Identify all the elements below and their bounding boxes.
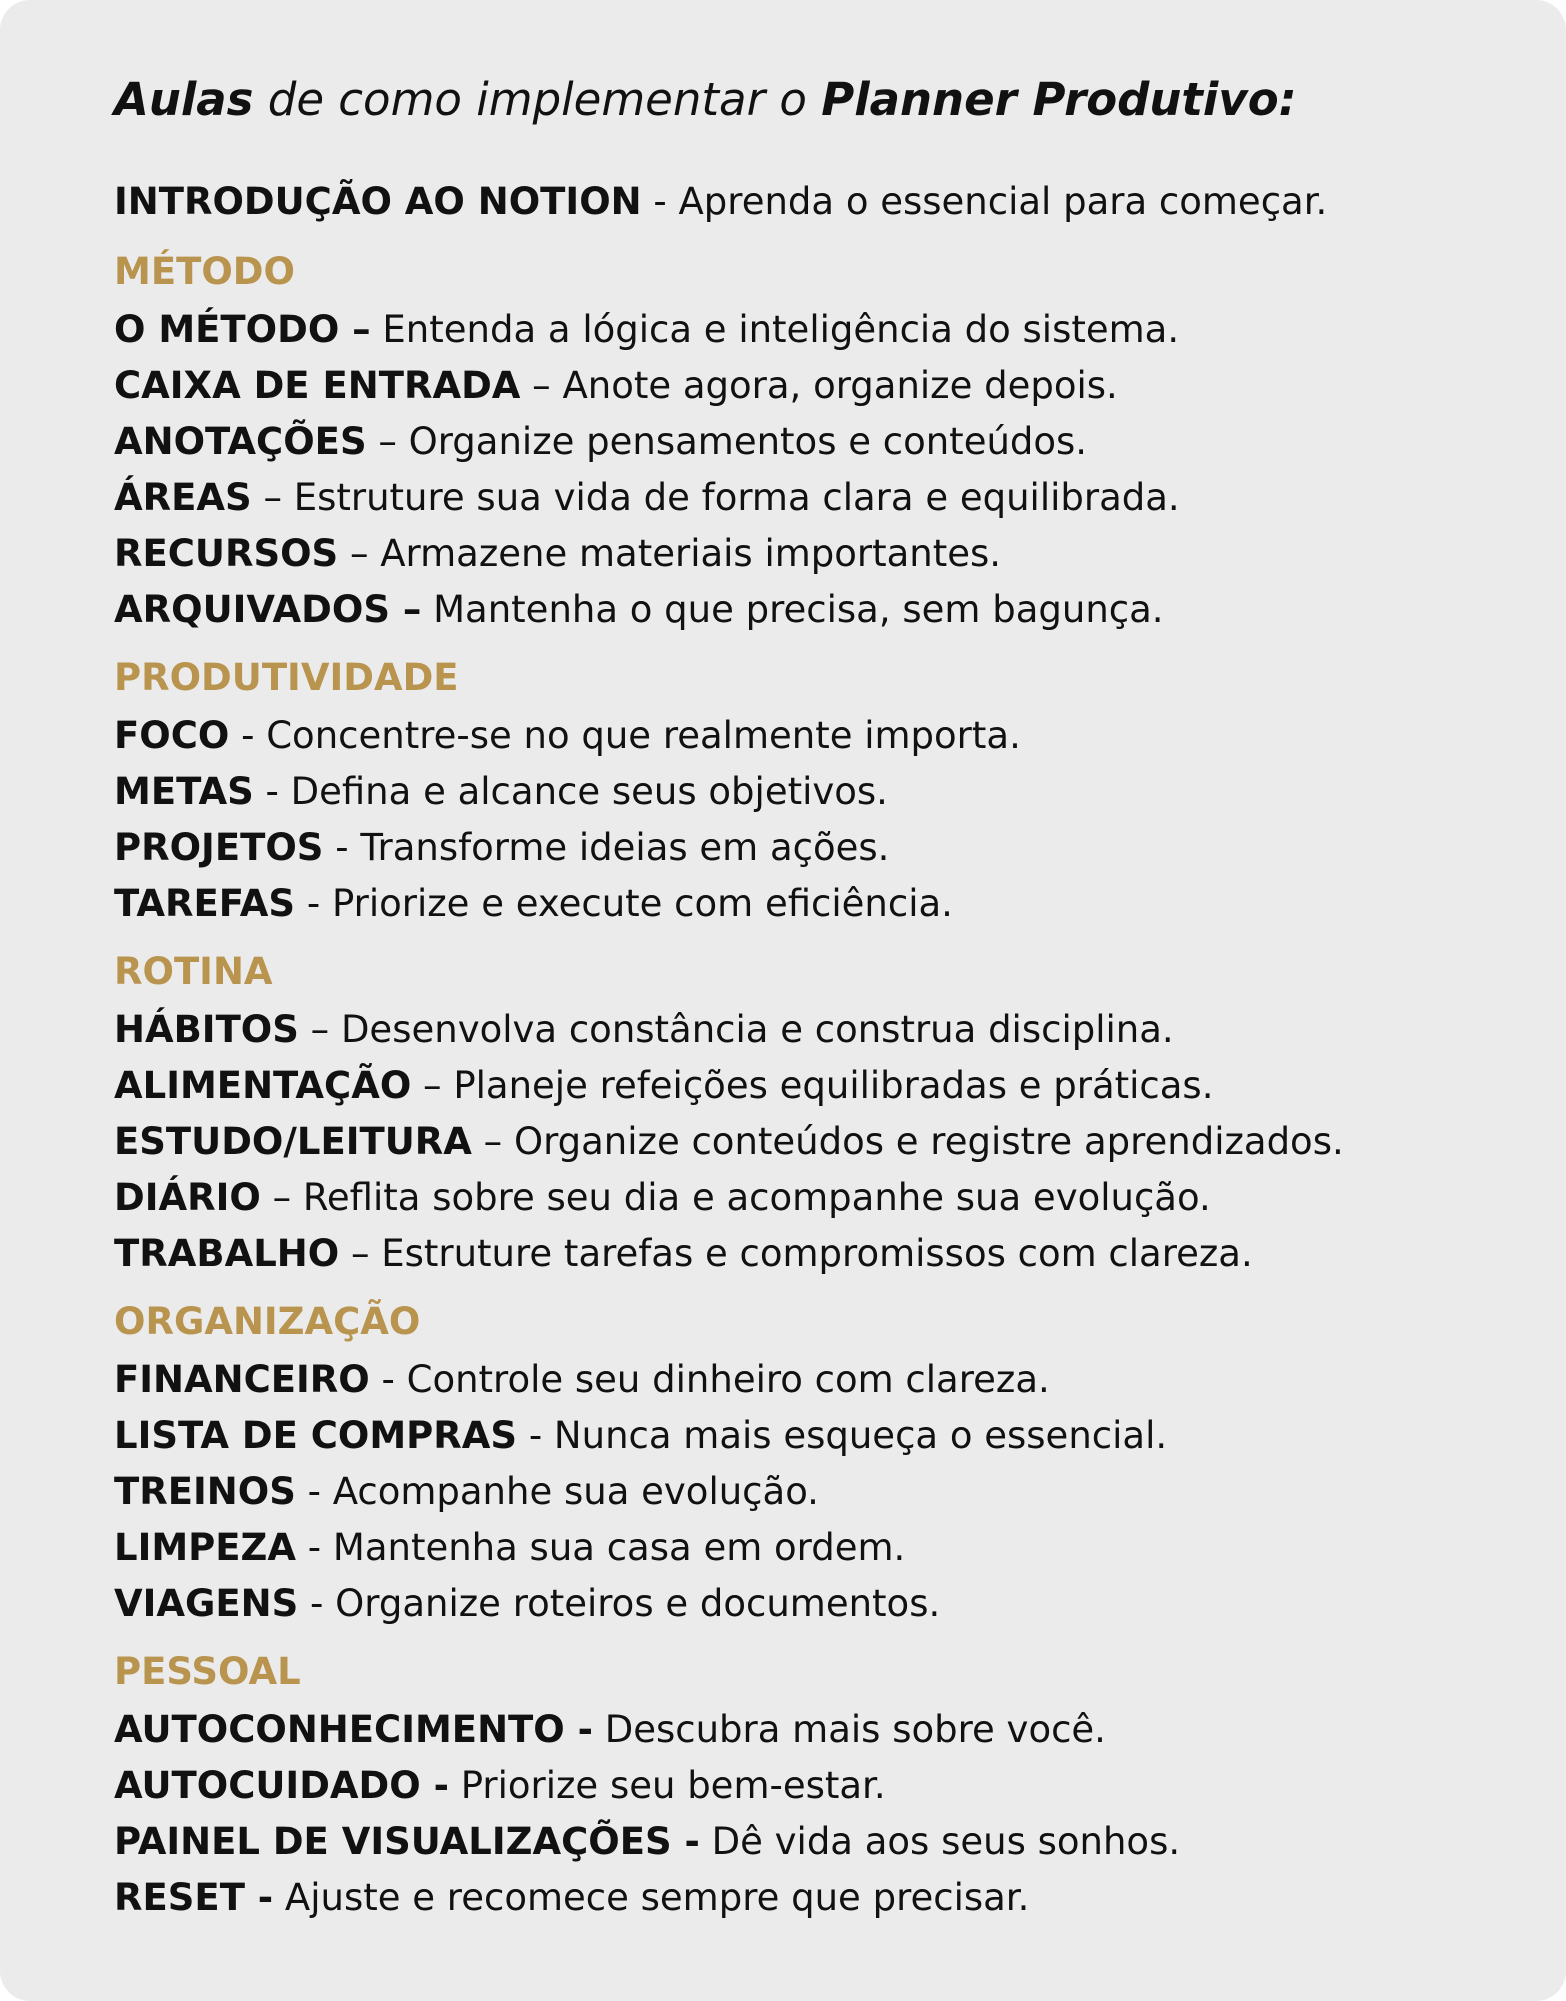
item-name: PROJETOS bbox=[114, 826, 324, 869]
item-description: - Defina e alcance seus objetivos. bbox=[253, 770, 888, 813]
item-description: - Mantenha sua casa em ordem. bbox=[296, 1526, 906, 1569]
item-name: ESTUDO/LEITURA bbox=[114, 1120, 472, 1163]
item-name: TRABALHO bbox=[114, 1232, 340, 1275]
title-part-planner: Planner Produtivo: bbox=[821, 73, 1297, 126]
item-name: ALIMENTAÇÃO bbox=[114, 1064, 412, 1107]
list-item bbox=[114, 526, 1466, 582]
item-name: RECURSOS bbox=[114, 532, 339, 575]
item-description: – Armazene materiais importantes. bbox=[338, 532, 1002, 575]
intro-desc: - Aprenda o essencial para começar. bbox=[641, 180, 1328, 223]
list-item bbox=[114, 1408, 1466, 1464]
list-item bbox=[114, 1464, 1466, 1520]
intro-name: INTRODUÇÃO AO NOTION bbox=[114, 180, 642, 223]
list-item bbox=[114, 1226, 1466, 1282]
section-title: MÉTODO bbox=[114, 250, 295, 293]
list-item bbox=[114, 582, 1466, 638]
list-item bbox=[114, 876, 1466, 932]
intro-line bbox=[114, 172, 1466, 232]
title-part-aulas: Aulas bbox=[114, 73, 254, 126]
item-description: – Organize pensamentos e conteúdos. bbox=[366, 420, 1088, 463]
item-name: ÁREAS bbox=[114, 476, 252, 519]
item-description: - Controle seu dinheiro com clareza. bbox=[369, 1358, 1050, 1401]
item-description: Mantenha o que precisa, sem bagunça. bbox=[421, 588, 1164, 631]
page-title bbox=[114, 70, 1466, 130]
section-3 bbox=[114, 1292, 1466, 1632]
item-name: METAS bbox=[114, 770, 254, 813]
item-name: LISTA DE COMPRAS bbox=[114, 1414, 518, 1457]
item-description: Entenda a lógica e inteligência do sistema. bbox=[370, 308, 1180, 351]
item-name: AUTOCUIDADO - bbox=[114, 1764, 449, 1807]
item-name: HÁBITOS bbox=[114, 1008, 299, 1051]
section-1 bbox=[114, 648, 1466, 932]
item-description: – Anote agora, organize depois. bbox=[520, 364, 1118, 407]
item-description: – Organize conteúdos e registre aprendizados. bbox=[471, 1120, 1344, 1163]
section-title: ORGANIZAÇÃO bbox=[114, 1300, 421, 1343]
list-item bbox=[114, 414, 1466, 470]
item-name: ARQUIVADOS – bbox=[114, 588, 422, 631]
item-name: FINANCEIRO bbox=[114, 1358, 370, 1401]
item-description: Priorize seu bem-estar. bbox=[448, 1764, 886, 1807]
item-description: - Organize roteiros e documentos. bbox=[298, 1582, 941, 1625]
list-item bbox=[114, 1702, 1466, 1758]
item-description: Descubra mais sobre você. bbox=[592, 1708, 1106, 1751]
item-name: LIMPEZA bbox=[114, 1526, 297, 1569]
item-description: – Estruture sua vida de forma clara e equilibrada. bbox=[251, 476, 1180, 519]
list-item bbox=[114, 470, 1466, 526]
section-title: PRODUTIVIDADE bbox=[114, 656, 459, 699]
item-description: - Transforme ideias em ações. bbox=[323, 826, 890, 869]
item-description: Dê vida aos seus sonhos. bbox=[699, 1820, 1181, 1863]
title-part-middle: de como implementar o bbox=[253, 73, 822, 126]
item-description: - Priorize e execute com eficiência. bbox=[295, 882, 953, 925]
list-item bbox=[114, 820, 1466, 876]
item-name: ANOTAÇÕES bbox=[114, 420, 367, 463]
item-description: - Nunca mais esqueça o essencial. bbox=[517, 1414, 1168, 1457]
list-item bbox=[114, 1352, 1466, 1408]
item-name: RESET - bbox=[114, 1876, 274, 1919]
item-description: – Estruture tarefas e compromissos com clareza. bbox=[339, 1232, 1253, 1275]
list-item bbox=[114, 358, 1466, 414]
item-description: - Acompanhe sua evolução. bbox=[295, 1470, 819, 1513]
item-description: - Concentre-se no que realmente importa. bbox=[229, 714, 1021, 757]
item-name: DIÁRIO bbox=[114, 1176, 261, 1219]
item-name: TAREFAS bbox=[114, 882, 296, 925]
list-item bbox=[114, 708, 1466, 764]
list-item bbox=[114, 1520, 1466, 1576]
list-item bbox=[114, 302, 1466, 358]
item-name: O MÉTODO – bbox=[114, 308, 371, 351]
list-item bbox=[114, 1058, 1466, 1114]
section-0 bbox=[114, 242, 1466, 638]
item-name: PAINEL DE VISUALIZAÇÕES - bbox=[114, 1820, 700, 1863]
item-name: VIAGENS bbox=[114, 1582, 299, 1625]
list-item bbox=[114, 1814, 1466, 1870]
section-title: PESSOAL bbox=[114, 1650, 301, 1693]
item-description: – Reflita sobre seu dia e acompanhe sua evolução. bbox=[260, 1176, 1211, 1219]
list-item bbox=[114, 764, 1466, 820]
list-item bbox=[114, 1758, 1466, 1814]
item-description: – Planeje refeições equilibradas e práticas. bbox=[411, 1064, 1214, 1107]
list-item bbox=[114, 1170, 1466, 1226]
list-item bbox=[114, 1870, 1466, 1926]
item-name: CAIXA DE ENTRADA bbox=[114, 364, 521, 407]
item-description: Ajuste e recomece sempre que precisar. bbox=[273, 1876, 1030, 1919]
section-4 bbox=[114, 1642, 1466, 1926]
list-item bbox=[114, 1576, 1466, 1632]
item-name: FOCO bbox=[114, 714, 230, 757]
item-name: TREINOS bbox=[114, 1470, 296, 1513]
item-description: – Desenvolva constância e construa disciplina. bbox=[298, 1008, 1174, 1051]
list-item bbox=[114, 1114, 1466, 1170]
list-item bbox=[114, 1002, 1466, 1058]
section-2 bbox=[114, 942, 1466, 1282]
sections-list bbox=[114, 242, 1466, 1926]
item-name: AUTOCONHECIMENTO - bbox=[114, 1708, 593, 1751]
section-title: ROTINA bbox=[114, 950, 273, 993]
